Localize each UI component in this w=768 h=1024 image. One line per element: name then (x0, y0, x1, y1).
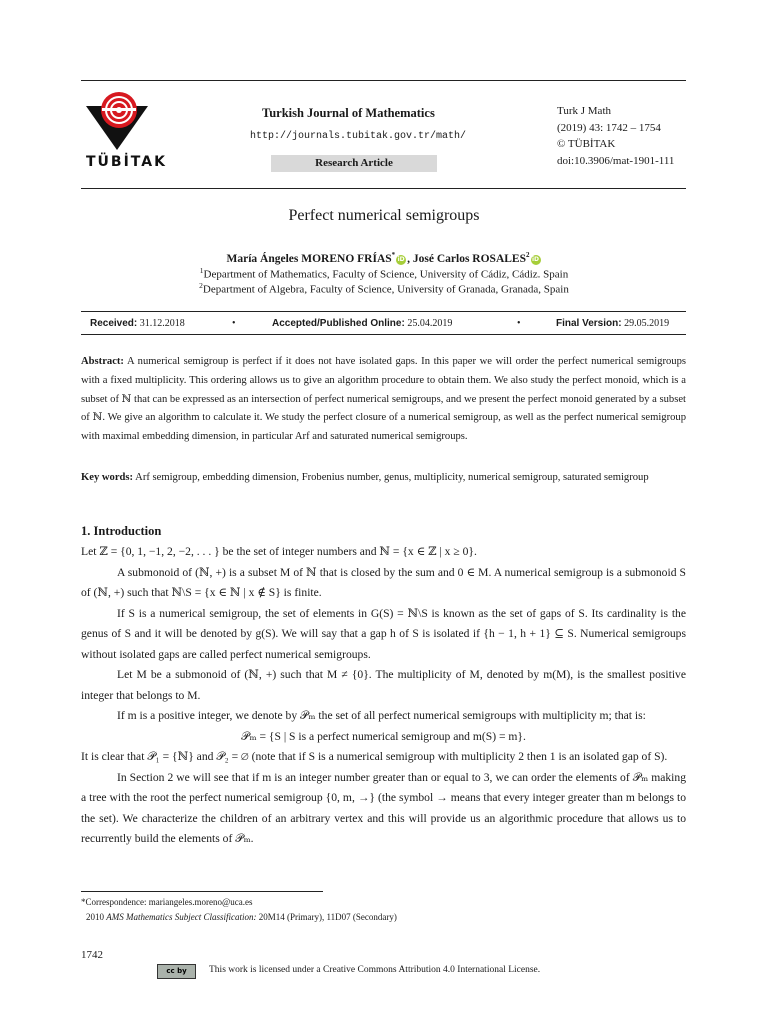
journal-url[interactable]: http://journals.tubitak.gov.tr/math/ (250, 131, 467, 142)
license-text: This work is licensed under a Creative Commons Attribution 4.0 International License. (209, 965, 541, 975)
display-formula: 𝒫ₘ = {S | S is a perfect numerical semigroup and m(S) = m}. (241, 729, 526, 743)
author-line (0, 251, 768, 265)
affiliation-2 (0, 281, 768, 296)
keywords-label: Key words: (81, 472, 134, 483)
keywords (81, 469, 686, 488)
affiliation-2-num: 2 (199, 281, 203, 290)
abstract-label: Abstract: (81, 356, 124, 367)
accepted-label: Accepted/Published Online: (272, 318, 405, 329)
header-bottom-rule (81, 188, 686, 189)
logo-wordmark: TÜBİTAK (86, 154, 167, 170)
meta-volume: (2019) 43: 1742 – 1754 (557, 121, 661, 134)
author-1-mark: * (391, 251, 396, 259)
paragraph: Let M be a submonoid of (ℕ, +) such that M ≠ {0}. The multiplicity of M, denoted by m(M), is the smallest positive integer that belongs to M. (81, 668, 686, 702)
abstract (81, 353, 686, 447)
header-top-rule (81, 80, 686, 81)
orcid-icon[interactable]: iD (397, 255, 405, 263)
final-date (556, 318, 669, 329)
paragraph: Let ℤ = {0, 1, −1, 2, −2, . . . } be the set of integer numbers and ℕ = {x ∈ ℤ | x ≥ 0}. (81, 545, 477, 558)
accepted-date (272, 318, 452, 329)
correspondence-footnote: *Correspondence: mariangeles.moreno@uca.es (81, 897, 253, 907)
paragraph: If S is a numerical semigroup, the set of elements in G(S) = ℕ\S is known as the set of gaps of S. Its cardinality is the genus of S and it will be denoted by g(S). We will say that a gap h of S is isolated if {h − 1, h + 1} ⊆ S. Numerical semigroups without isolated gaps are called perfect numerical semigroups. (81, 606, 686, 661)
received-label: Received: (90, 318, 138, 329)
footnote-rule (81, 891, 323, 892)
body-text (81, 542, 686, 850)
paragraph: In Section 2 we will see that if m is an integer number greater than or equal to 3, we can order the elements of 𝒫ₘ making a tree with the root the perfect numerical semigroup {0, m, →} (the symbol → means that every integer greater than m belongs to the set). We characterize the children of an arbitrary vertex and this will provide us an algorithmic procedure that allows us to recurrently build the elements of 𝒫ₘ. (81, 770, 686, 845)
meta-journal: Turk J Math (557, 105, 611, 117)
dates-bottom-rule (81, 334, 686, 335)
msc-label: AMS Mathematics Subject Classification: (106, 912, 257, 922)
affiliation-1-text: Department of Mathematics, Faculty of Science, University of Cádiz, Cádiz. Spain (203, 268, 569, 281)
paragraph: If m is a positive integer, we denote by 𝒫ₘ the set of all perfect numerical semigroups with multiplicity m; that is: (117, 709, 646, 722)
citation-meta (557, 103, 674, 169)
affiliation-2-text: Department of Algebra, Faculty of Science, University of Granada, Granada, Spain (202, 283, 569, 296)
msc-value: 20M14 (Primary), 11D07 (Secondary) (258, 912, 397, 922)
meta-doi[interactable]: doi:10.3906/mat-1901-111 (557, 154, 675, 167)
dates-top-rule (81, 311, 686, 312)
received-date (90, 318, 185, 329)
final-label: Final Version: (556, 318, 622, 329)
cc-by-icon[interactable]: cc by (157, 964, 196, 979)
affiliation-1 (0, 266, 768, 281)
author-separator: , (407, 252, 413, 265)
final-value: 29.05.2019 (624, 318, 670, 329)
author-2: José Carlos ROSALES (412, 252, 526, 265)
page-number: 1742 (81, 949, 103, 961)
affiliation-1-num: 1 (199, 266, 204, 275)
meta-copyright: © TÜBİTAK (557, 138, 616, 150)
abstract-text: A numerical semigroup is perfect if it does not have isolated gaps. In this paper we will order the perfect numerical semigroups with a fixed multiplicity. This ordering allows us to give an algorithm procedure to obtain them. We also study the perfect monoid, which is a subset of ℕ that can be expressed as an intersection of perfect numerical semigroups, and we present the perfect monoid generated by a subset of ℕ. We give an algorithm to calculate it. We study the perfect closure of a numerical semigroup, as well as the perfect numerical semigroup with maximal embedding dimension, in particular Arf and saturated numerical semigroups. (81, 356, 686, 443)
keywords-text: Arf semigroup, embedding dimension, Frobenius number, genus, multiplicity, numerical semigroup, saturated semigroup (135, 472, 649, 483)
article-type-badge: Research Article (271, 155, 437, 172)
msc-footnote (86, 912, 397, 922)
orcid-icon[interactable]: iD (531, 255, 540, 263)
paragraph: It is clear that 𝒫₁ = {ℕ} and 𝒫₂ = ∅ (note that if S is a numerical semigroup with multiplicity 2 then 1 is an isolated gap of S). (81, 750, 668, 763)
paragraph: A submonoid of (ℕ, +) is a subset M of ℕ that is closed by the sum and 0 ∈ M. A numerical semigroup is a submonoid S of (ℕ, +) such that ℕ\S = {x ∈ ℕ | x ∉ S} is finite. (81, 565, 686, 599)
section-heading: 1. Introduction (81, 524, 162, 538)
dates-bullet: • (517, 318, 521, 329)
msc-year: 2010 (86, 912, 104, 922)
paper-title: Perfect numerical semigroups (288, 207, 480, 224)
author-2-mark: 2 (526, 251, 530, 259)
journal-name: Turkish Journal of Mathematics (262, 106, 435, 120)
author-1: María Ángeles MORENO FRÍAS (226, 252, 392, 265)
accepted-value: 25.04.2019 (407, 318, 453, 329)
dates-bullet: • (232, 318, 236, 329)
received-value: 31.12.2018 (139, 318, 185, 329)
